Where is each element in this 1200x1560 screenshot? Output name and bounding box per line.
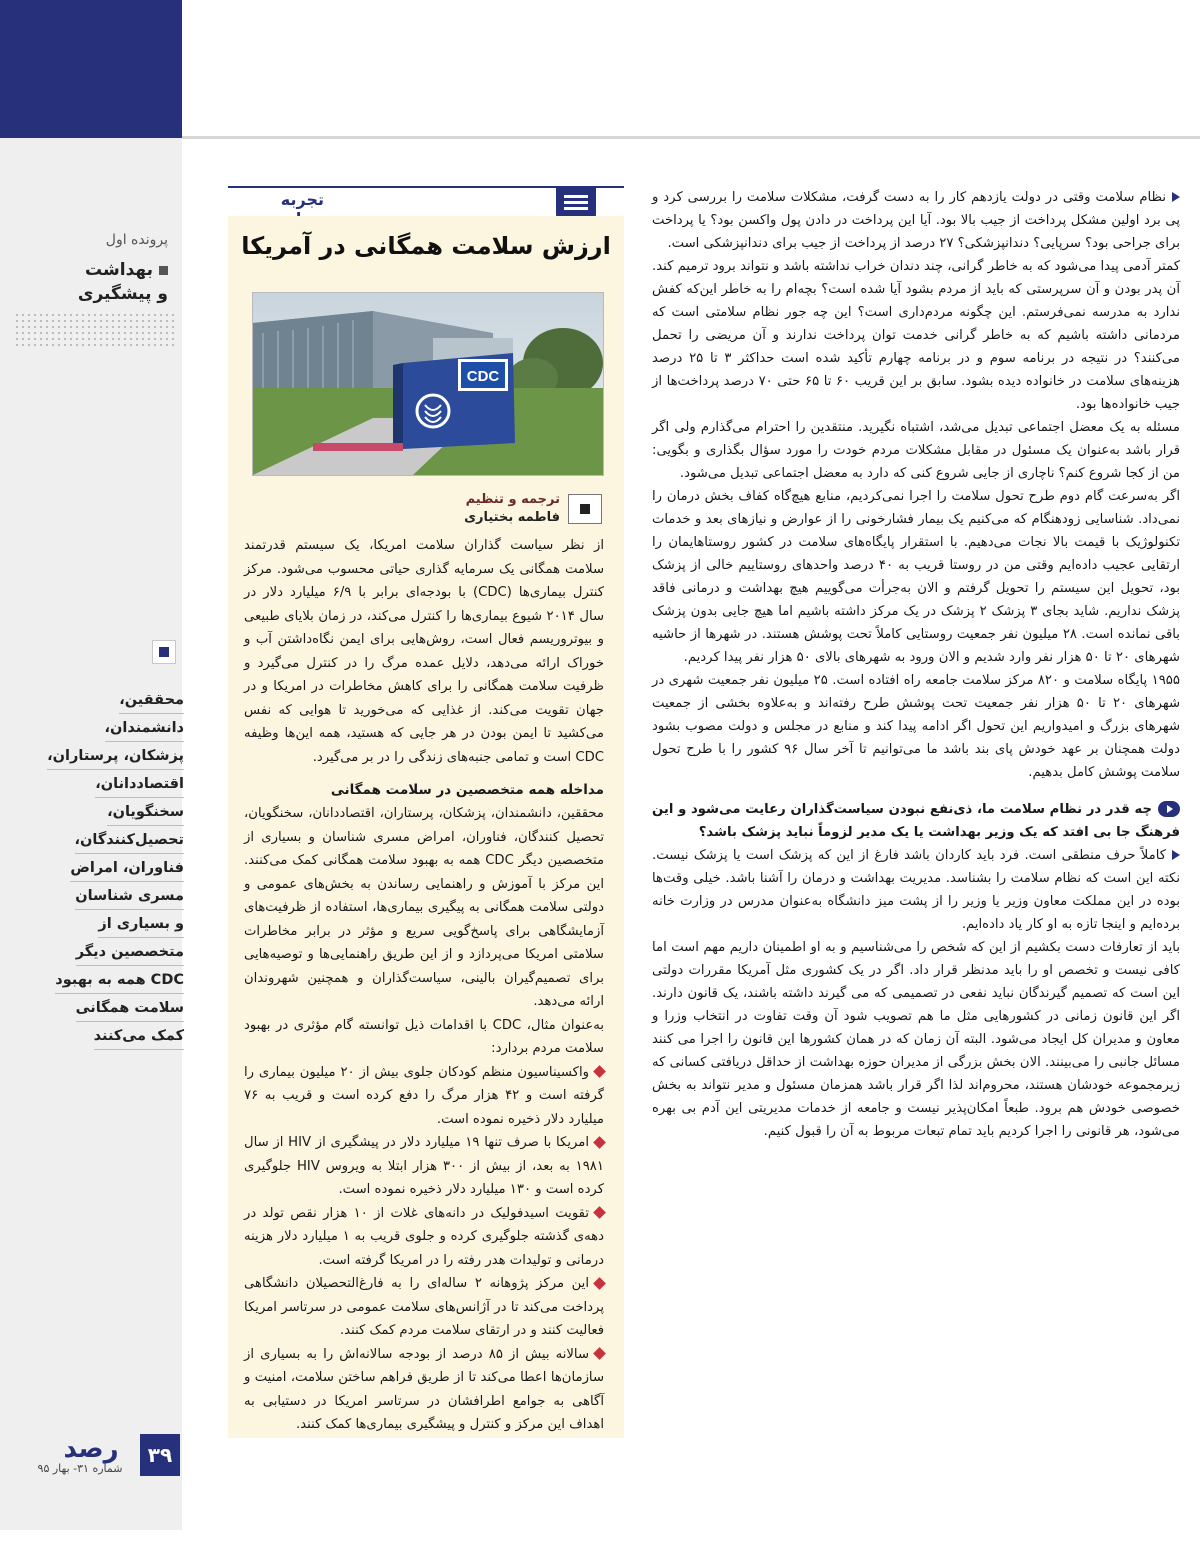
cdc-building-photo [252, 292, 604, 476]
bullet-icon [593, 1347, 606, 1360]
pull-quote-line: فناوران، امراض [70, 856, 184, 882]
interview-answer: باید از تعارفات دست بکشیم از این که شخص را می‌شناسیم و به او اطمینان داریم مهم است اما کافی نیست و تخصص او را باید مدنظر قرار داد. اگر در یک کشوری مثل آمریکا مقررات دولتی این است که تصمیم گیرندگان نباید نفعی در تصمیمی که می گیرند داشته باشند، یک قانون دارند. اگر این قانون زمانی در کشورهایی مثل ما هم تصویب شود آن وقت تفاوت در انتخاب وزرا و معاون و مدیران کل ایجاد می‌شود. البته آن زمان که در همان کشورها این قانون را اجرا می کنند مسائل جانبی را می‌بینند. الان بخش بزرگی از مدیران حوزه بهداشت از حداقل دریافتی کسانی که زیرمجموعه خودشان هستند، محروم‌اند لذا اگر قرار باشد همزمان مسئول و مدیر نتواند به بخش خصوصی خودش هم برود. طبعاً امکان‌پذیر نیست و جامعه از خدمات مدیریتی این آدم بی بهره می‌شود، هر قانونی را اجرا کردیم باید تمام تبعات مربوط به آن را قبول کنیم. [652, 940, 1180, 1139]
article-body [244, 534, 604, 1437]
interview-column [652, 186, 1180, 1143]
bullet-text: واکسیناسیون منظم کودکان جلوی بیش از ۲۰ میلیون بیماری را گرفته است و ۴۲ هزار مرگ را دفع کرده است و قریب به ۷۶ میلیارد دلار ذخیره نموده است. [244, 1064, 604, 1127]
pull-quote-line: CDC همه به بهبود [55, 968, 184, 994]
pull-quote-line: سخنگویان، [107, 800, 184, 826]
bullet-item [244, 1272, 604, 1343]
section-line-2: و پیشگیری [77, 284, 168, 304]
sidebar-section-name [18, 258, 168, 306]
paragraph-text: نظام سلامت وقتی در دولت یازدهم کار را به دست گرفت، مشکلات سلامت را بررسی کرد و پی برد اولین مشکل پرداخت از جیب بالا بود. آیا این پرداخت در دادن پول واکسن بود؟ یا پرداخت برای جراحی بود؟ سرپایی؟ دندانپزشکی؟ ۲۷ درصد از پرداخت از جیب برای دندانپزشکی است. [652, 190, 1180, 251]
pull-quote-line: متخصصین دیگر [76, 940, 184, 966]
question-text: چه قدر در نظام سلامت ما، ذی‌نفع نبودن سیاست‌گذاران رعایت می‌شود و این فرهنگ جا بی افتد که یک وزیر بهداشت یا یک مدیر لزوماً نباید پزشک باشد؟ [652, 802, 1180, 840]
section-bullet-icon [159, 266, 168, 275]
news-icon [556, 186, 596, 218]
byline-marker-icon [568, 494, 602, 524]
pull-quote-line: اقتصاددانان، [95, 772, 184, 798]
body-paragraph: به‌عنوان مثال، CDC با اقدامات ذیل توانسته گام مؤثری در بهبود سلامت مردم بردارد: [244, 1017, 604, 1056]
square-marker-icon [152, 640, 176, 664]
bullet-text: امریکا با صرف تنها ۱۹ میلیارد دلار در پیشگیری از HIV از سال ۱۹۸۱ به بعد، از بیش از ۳۰۰ هزار ابتلا به ویروس HIV جلوگیری کرده است و ۱۳۰ میلیارد دلار ذخیره نموده است. [244, 1135, 604, 1197]
file-label: پرونده اول [105, 232, 168, 248]
dot-pattern [14, 312, 176, 348]
body-paragraph: محققین، دانشمندان، پزشکان، پرستاران، اقتصاددانان، سخنگویان، تحصیل کنندگان، فناوران، امراض مسری شناسان و بسیاری از متخصصین دیگر CDC همه به بهبود سلامت همگانی کمک می‌کنند. این مرکز با آموزش و راهنمایی رساندن به بخش‌های عمومی و دولتی سلامت همگانی به پیگیری بیماری‌ها، استفاده از ظرفیت‌های آزمایشگاهی برای پاسخ‌گویی سریع و مؤثر در برابر مخاطرات سلامتی امریکا می‌پردازد و از این طریق راهنمایی‌ها و توصیه‌هایی برای تصمیم‌گیران بالینی، سیاست‌گذاران و همچنین شهروندان ارائه می‌دهد. [244, 806, 605, 1009]
section-title: تجربه [280, 190, 324, 209]
interview-paragraph: کمتر آدمی پیدا می‌شود که به خاطر گرانی، چند دندان خراب نداشته باشد و نتواند برود ترمیم کند. آن پدر بودن و آن سرپرستی که باید از مردم بشود آیا شده است؟ بچه‌ام را به خاطر این‌که کفش ندارد به مدرسه نمی‌فرستم. این چگونه مردم‌داری است؟ این چه جور نظام سلامتی است که مردمانی داشته باشیم که به خاطر گرانی خدمت توان پرداخت ندارند و آن مریضی را تحمل می‌کنند؟ در نتیجه در برنامه سوم و در برنامه چهارم تأکید شده است حداکثر ۳ تا ۲۵ درصد هزینه‌های سلامت در خانواده دیده بشود. سابق بر این قریب ۶۰ تا ۶۵ حتی ۷۰ درصد پرداخت‌ها از جیب خانواده‌ها بود. [652, 259, 1180, 412]
interview-paragraph: مسئله به یک معضل اجتماعی تبدیل می‌شد، اشتباه نگیرید. منتقدین را احترام می‌گذارم ولی اگر قرار باشد به‌عنوان یک مسئول در مقابل مشکلات مردم خودت را مورد سؤال بگذاری و بگویی: من از کجا شروع کنم؟ ناچاری از جایی شروع کنی که دارد به معضل اجتماعی تبدیل می‌شود. [652, 420, 1180, 481]
pull-quote-line: محققین، [119, 688, 184, 714]
arrow-icon [1172, 850, 1180, 860]
answer-text: کاملاً حرف منطقی است. فرد باید کاردان باشد فارغ از این که پزشک است یا پزشک نیست. نکته این است که نظام سلامت را بشناسد. مدیریت بهداشت و درمان را آشنا باشد. خیلی وقت‌ها بوده در این مملکت معاون وزیر یا وزیر را از پشت میز دانشگاه به‌عنوان مدرس در وزارت خانه برده‌ایم و اینجا تازه به او کار یاد داده‌ایم. [652, 848, 1180, 932]
pull-quote-line: پزشکان، پرستاران، [47, 744, 184, 770]
issue-label: شماره ۳۱- بهار ۹۵ [37, 1462, 123, 1475]
question-icon [1158, 801, 1180, 817]
bullet-item [244, 1061, 604, 1132]
interview-paragraph: ۱۹۵۵ پایگاه سلامت و ۸۲۰ مرکز سلامت جامعه راه افتاده است. ۲۵ میلیون نفر جمعیت شهری در شهرهای ۲۰ تا ۵۰ هزار نفر جمعیت تحت پوشش طرح رفته‌اند و به‌علاوه بخشی از جمعیت شهرهای بزرگ و امیدواریم این تحول اگر ادامه پیدا کند و منابع در مجلس و دولت مصوب بشود دولت همچنان بر عهد خودش پای بند باشد ما می‌توانیم تا آخر سال ۹۶ کشور را با طرح تحول سلامت پوشش کامل بدهیم. [652, 673, 1180, 780]
subheading: مداخله همه متخصصین در سلامت همگانی [330, 782, 604, 798]
section-line-1: بهداشت [85, 260, 153, 280]
photo-illustration [253, 293, 603, 475]
pull-quote-line: تحصیل‌کنندگان، [75, 828, 184, 854]
bullet-text: تقویت اسیدفولیک در دانه‌های غلات از ۱۰ هزار نقص تولد در دهه‌ی گذشته جلوگیری کرده و جلوی قریب به ۱ میلیارد دلار هزینه درمانی و تولیدات هدر رفته را در امریکا گرفته است. [244, 1205, 604, 1268]
interview-answer [652, 844, 1180, 936]
interview-paragraph [652, 186, 1180, 255]
bullet-item [244, 1202, 604, 1273]
bullet-icon [593, 1136, 606, 1149]
interview-question [652, 798, 1180, 844]
sign-text: CDC [466, 368, 500, 385]
intro-paragraph: از نظر سیاست گذاران سلامت امریکا، یک سیستم قدرتمند سلامت همگانی یک سرمایه گذاری حیاتی محسوب می‌شود. مرکز کنترل بیماری‌ها (CDC) با بودجه‌ای برابر با ۶/۹ میلیارد دلار در سال ۲۰۱۴ شیوع بیماری‌ها را کنترل می‌کند، در زمان بلایای طبیعی و بیوتروریسم فعال است، روش‌هایی برای ایمن نگاه‌داشتن آب و خوراک ارائه می‌دهد، دلایل عمده مرگ را در کنترل می‌گیرد و ظرفیت سلامت همگانی را برای کاهش مخاطرات در امریکا و در جهان تقویت می‌کند. از غذایی که می‌خورید تا هوایی که نفس می‌کشید تا ایمن بودن در هر جایی که هستید، همه این‌ها وظیفه CDC است و تمامی جنبه‌های زندگی را در بر می‌گیرد. [244, 538, 605, 765]
pull-quote [4, 688, 184, 1052]
bullet-icon [593, 1065, 606, 1078]
pull-quote-line: و بسیاری از [98, 912, 184, 938]
bullet-item [244, 1131, 604, 1202]
bullet-text: سالانه بیش از ۸۵ درصد از بودجه سالانه‌اش را به بسیاری از سازمان‌ها اعطا می‌کند تا از طریق فراهم ساختن سلامت، امنیت و آگاهی به جوامع اطرافشان در سرتاسر امریکا در دستیابی به اهداف این مرکز و کنترل و پیشگیری بیماری‌ها کمک کنند. [244, 1346, 604, 1432]
pull-quote-line: سلامت همگانی [76, 996, 184, 1022]
bullet-item [244, 1343, 604, 1437]
bullet-icon [593, 1206, 606, 1219]
bullet-text: این مرکز پژوهانه ۲ ساله‌ای را به فارغ‌التحصیلان دانشگاهی پرداخت می‌کند تا در آژانس‌های سلامت عمومی در سرتاسر امریکا فعالیت کنند و در ارتقای سلامت مردم کمک کنند. [244, 1276, 604, 1338]
bullet-icon [593, 1277, 606, 1290]
magazine-logo: رصد [63, 1434, 119, 1464]
pull-quote-line: دانشمندان، [105, 716, 184, 742]
arrow-icon [1172, 192, 1180, 202]
pull-quote-line: مسری شناسان [75, 884, 184, 910]
header-color-block [0, 0, 182, 138]
byline-role: ترجمه و تنظیم [465, 492, 560, 507]
pull-quote-line: کمک می‌کنند [94, 1024, 184, 1050]
interview-paragraph: اگر به‌سرعت گام دوم طرح تحول سلامت را اجرا نمی‌کردیم، منابع هیچ‌گاه کفاف بخش درمان را نمی‌داد. شناسایی زودهنگام که می‌کنیم یک بیمار فشارخونی را از عوارض و نیازهای بعد و خدمات تکنولوژیک با قیمت بالا نجات می‌دهیم. با استقرار پایگاه‌های سلامت در کشور روستاهایمان را ارتقایی عجیب داده‌ایم وقتی من در روستا قریب به ۴۰ درصد واحدهای روستاییم خالی از پزشک بود، تحویل این سیستم را تحویل گرفتم و الان به‌جرأت می‌گوییم هیچ بهداشت و درمانی فاقد پزشک نداریم. شاید بجای ۳ پزشک ۲ پزشک در یک مرکز داشته باشیم اما هیچ جایی بدون پزشک باقی نمانده است. ۲۸ میلیون نفر جمعیت روستایی کاملاً تحت پوشش هستند. در شهرها از حاشیه شهرهای ۲۰ تا ۵۰ هزار نفر وارد شدیم و الان ورود به شهرهای بالای ۵۰ هزار نفر پیدا کردیم. [652, 489, 1181, 665]
article-title: ارزش سلامت همگانی در آمریکا [241, 232, 611, 260]
page-number: ۳۹ [140, 1434, 180, 1476]
byline-name: فاطمه بختیاری [464, 510, 560, 525]
header-rule [182, 136, 1200, 139]
